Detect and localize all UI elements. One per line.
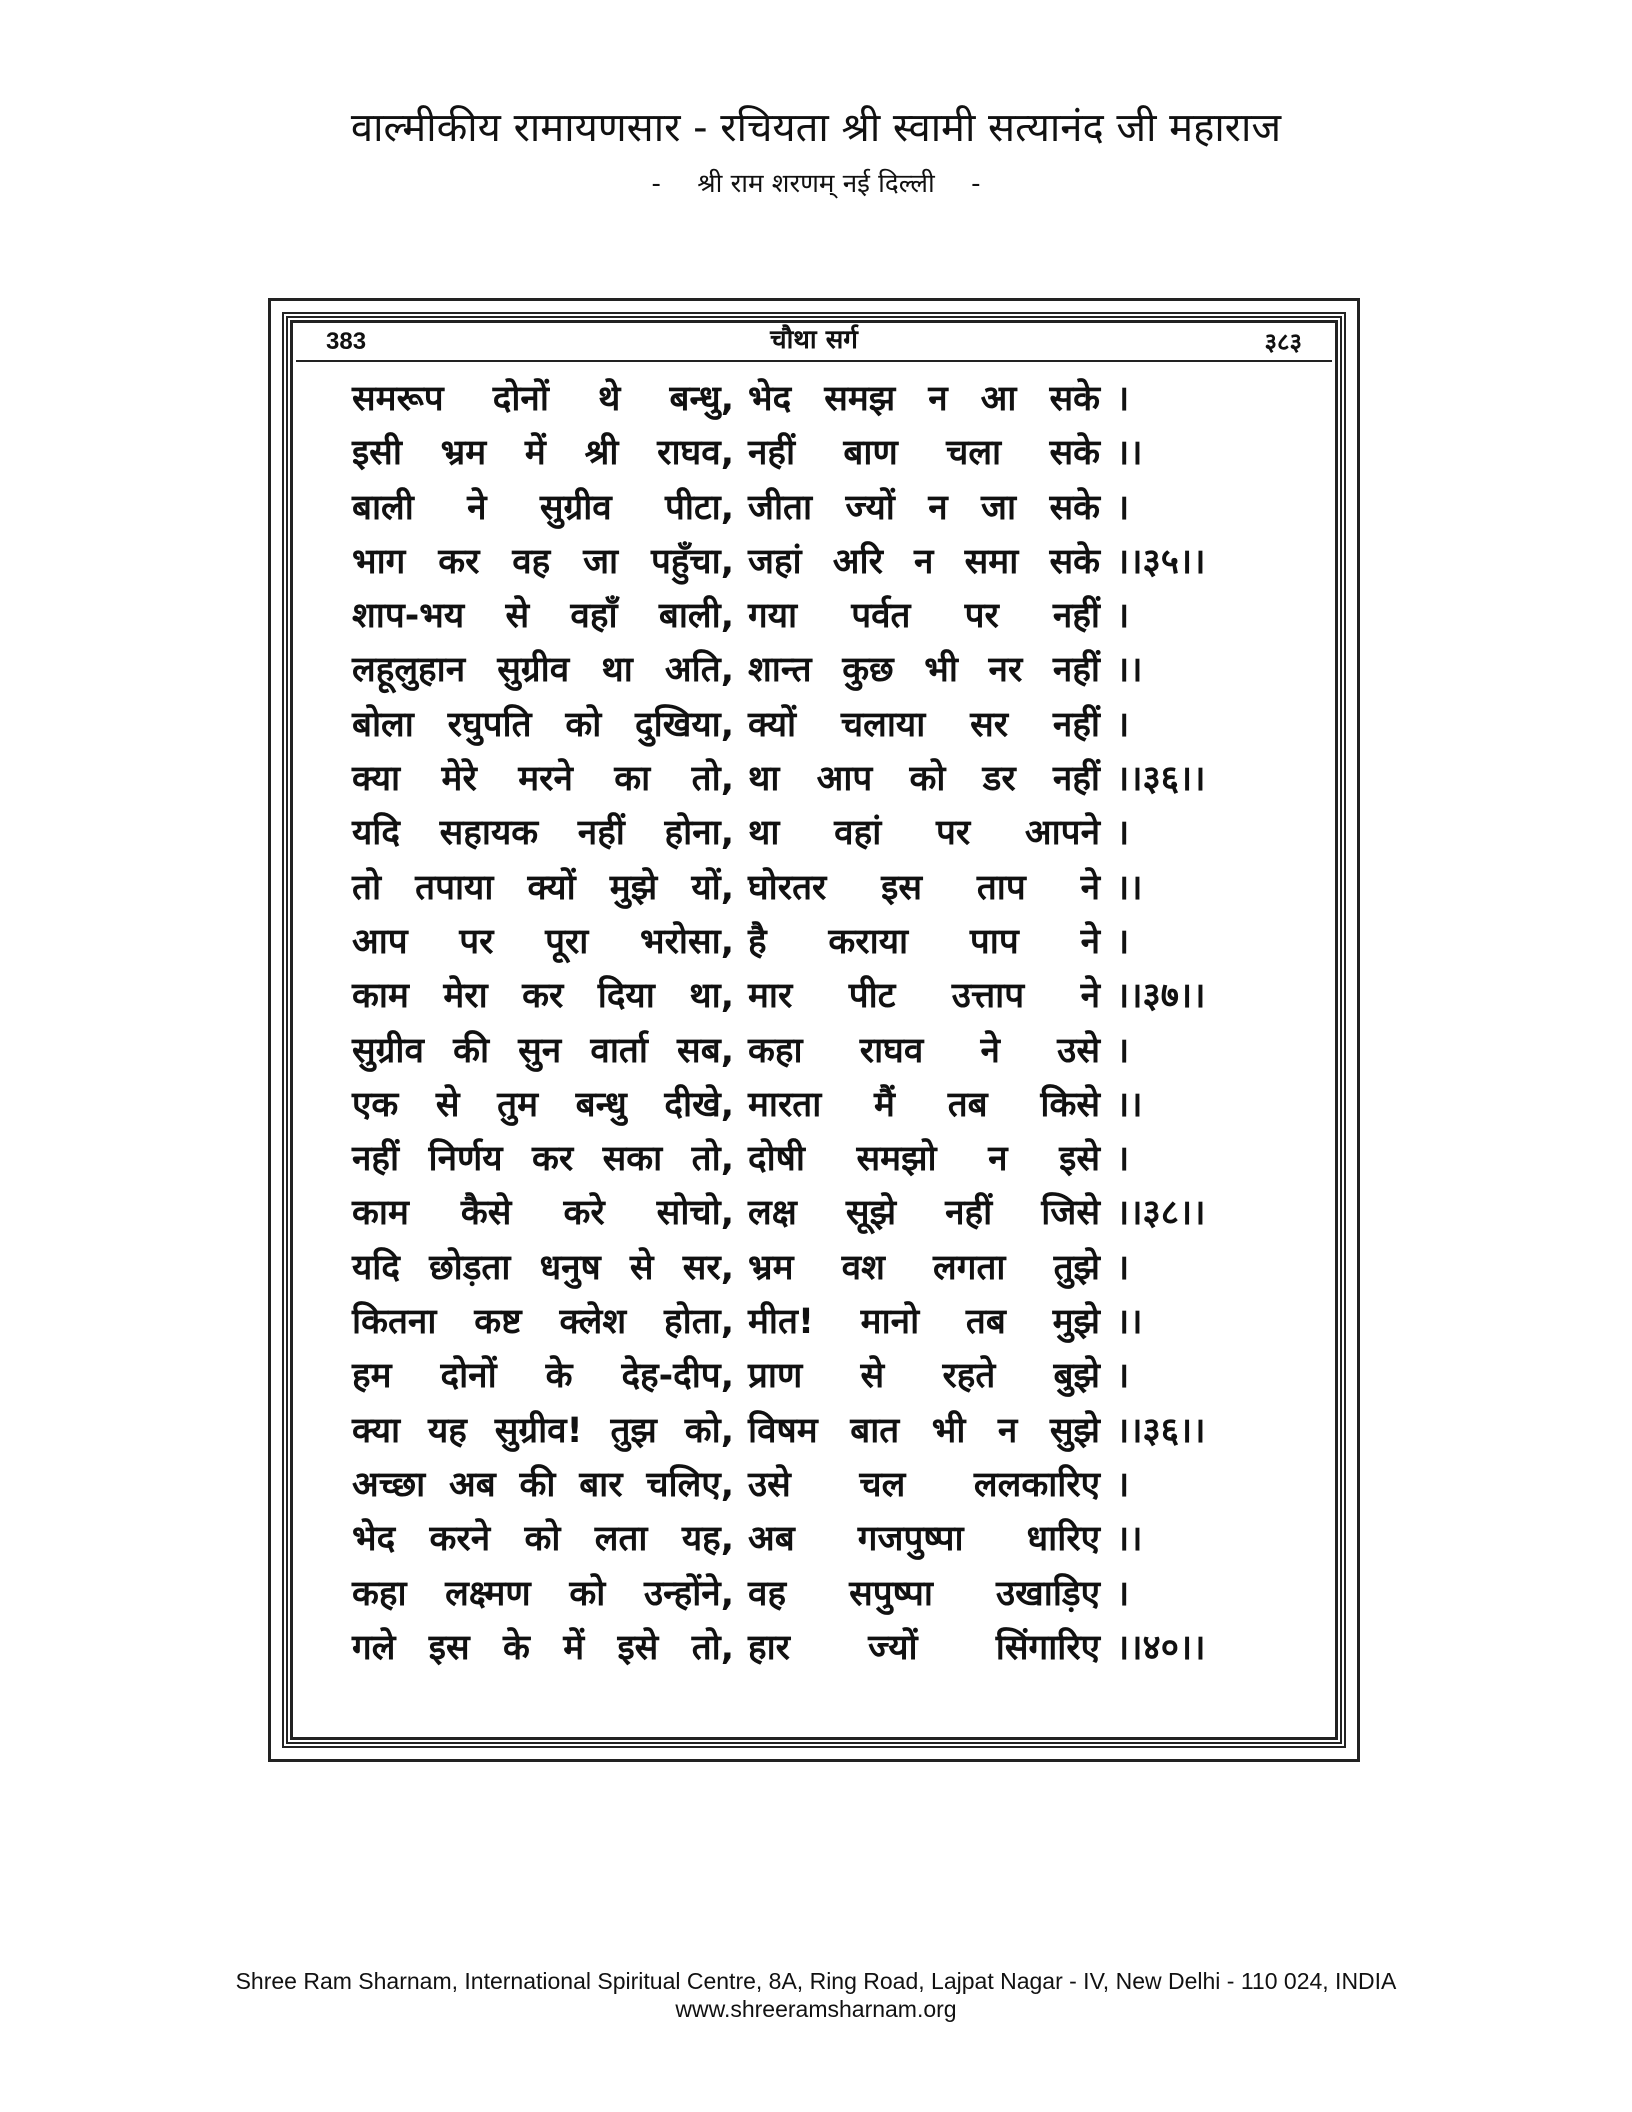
verse-second-half: है कराया पाप ने: [748, 921, 1100, 962]
verse-line: [296, 1349, 1332, 1403]
verse-mark: ।।३६।।: [1116, 1410, 1206, 1451]
verse-line: [296, 1186, 1332, 1240]
verse-first-half: नहीं निर्णय कर सका तो,: [352, 1139, 734, 1180]
verse-mark: ।।३६।।: [1116, 759, 1206, 800]
verse-mark: ।।३८।।: [1116, 1193, 1206, 1234]
verse-mark: ।: [1116, 1573, 1130, 1614]
verse-first-half: क्या मेरे मरने का तो,: [352, 759, 734, 800]
verse-first-half: क्या यह सुग्रीव! तुझ को,: [352, 1410, 734, 1451]
verse-second-half: घोरतर इस ताप ने: [748, 867, 1100, 908]
verse-first-half: आप पर पूरा भरोसा,: [352, 921, 734, 962]
verse-first-half: लहूलुहान सुग्रीव था अति,: [352, 650, 734, 691]
verse-mark: ।।: [1116, 1302, 1143, 1343]
verse-first-half: एक से तुम बन्धु दीखे,: [352, 1084, 734, 1125]
verse-second-half: मार पीट उत्ताप ने: [748, 976, 1100, 1017]
verse-second-half: जीता ज्यों न जा सके: [748, 487, 1100, 528]
subtitle-dash-left: -: [651, 169, 661, 199]
verse-mark: ।।३५।।: [1116, 541, 1206, 582]
verse-mark: ।: [1116, 1464, 1130, 1505]
verse-second-half: हार ज्यों सिंगारिए: [748, 1627, 1100, 1668]
verse-second-half: भेद समझ न आ सके: [748, 379, 1100, 419]
verse-second-half: दोषी समझो न इसे: [748, 1139, 1100, 1180]
verse-line: [296, 1295, 1332, 1349]
verse-first-half: तो तपाया क्यों मुझे यों,: [352, 867, 734, 908]
verse-line: [296, 915, 1332, 969]
verse-first-half: कितना कष्ट क्लेश होता,: [352, 1302, 734, 1343]
chapter-title: चौथा सर्ग: [770, 325, 858, 355]
verse-second-half: नहीं बाण चला सके: [748, 433, 1100, 474]
verse-line: [296, 1404, 1332, 1458]
verse-second-half: जहां अरि न समा सके: [748, 541, 1100, 582]
verse-second-half: कहा राघव ने उसे: [748, 1030, 1100, 1071]
verse-line: [296, 481, 1332, 535]
verse-line: [296, 806, 1332, 860]
verse-line: [296, 1132, 1332, 1186]
verse-line: [296, 589, 1332, 643]
page-subtitle: [0, 166, 1632, 202]
verse-line: [296, 969, 1332, 1023]
verse-second-half: गया पर्वत पर नहीं: [748, 596, 1100, 637]
verse-mark: ।: [1116, 704, 1130, 745]
verse-first-half: काम कैसे करे सोचो,: [352, 1193, 734, 1234]
verse-mark: ।।: [1116, 867, 1143, 908]
verse-line: [296, 752, 1332, 806]
verse-mark: ।: [1116, 813, 1130, 854]
verse-first-half: यदि सहायक नहीं होना,: [352, 813, 734, 854]
verse-mark: ।: [1116, 1247, 1130, 1288]
verse-first-half: बाली ने सुग्रीव पीटा,: [352, 487, 734, 528]
verse-second-half: प्राण से रहते बुझे: [748, 1356, 1100, 1397]
verse-line: [296, 1567, 1332, 1621]
verse-line: [296, 1241, 1332, 1295]
footer-website: www.shreeramsharnam.org: [675, 1996, 957, 2022]
verse-second-half: था आप को डर नहीं: [748, 759, 1100, 800]
verse-second-half: भ्रम वश लगता तुझे: [748, 1247, 1100, 1288]
verse-mark: ।।३७।।: [1116, 976, 1206, 1017]
verse-second-half: उसे चल ललकारिए: [748, 1464, 1100, 1505]
verse-line: [296, 1512, 1332, 1566]
page-title: वाल्मीकीय रामायणसार - रचियता श्री स्वामी सत्यानंद जी महाराज: [350, 105, 1282, 151]
verse-first-half: सुग्रीव की सुन वार्ता सब,: [352, 1030, 734, 1071]
footer-address: Shree Ram Sharnam, International Spiritual Centre, 8A, Ring Road, Lajpat Nagar - IV, New Delhi - 110 024, INDIA: [235, 1968, 1397, 1994]
verse-mark: ।।४०।।: [1116, 1627, 1206, 1668]
verse-first-half: समरूप दोनों थे बन्धु,: [352, 379, 734, 419]
verse-line: [296, 643, 1332, 697]
verse-line: [296, 1078, 1332, 1132]
verse-line: [296, 1458, 1332, 1512]
verse-mark: ।।: [1116, 650, 1143, 691]
verse-first-half: कहा लक्ष्मण को उन्होंने,: [352, 1573, 734, 1614]
verse-first-half: शाप-भय से वहाँ बाली,: [352, 596, 734, 637]
verse-line: [296, 535, 1332, 589]
verse-second-half: वह सपुष्पा उखाड़िए: [748, 1573, 1100, 1614]
verse-first-half: हम दोनों के देह-दीप,: [352, 1356, 734, 1397]
verse-line: [296, 861, 1332, 915]
verse-mark: ।: [1116, 596, 1130, 637]
verse-mark: ।: [1116, 921, 1130, 962]
page-number-arabic: 383: [326, 328, 367, 355]
verse-first-half: काम मेरा कर दिया था,: [352, 976, 734, 1017]
verse-first-half: अच्छा अब की बार चलिए,: [352, 1464, 734, 1505]
verse-mark: ।: [1116, 487, 1130, 528]
verse-mark: ।: [1116, 1356, 1130, 1397]
verse-line: [296, 698, 1332, 752]
verse-second-half: क्यों चलाया सर नहीं: [748, 704, 1100, 745]
verse-first-half: भाग कर वह जा पहुँचा,: [352, 541, 734, 582]
verse-first-half: भेद करने को लता यह,: [352, 1519, 734, 1560]
subtitle-text: श्री राम शरणम् नई दिल्ली: [697, 169, 935, 199]
verse-mark: ।: [1116, 379, 1130, 419]
verse-line: [296, 372, 1332, 426]
verse-mark: ।: [1116, 1139, 1130, 1180]
verse-list: [296, 372, 1332, 1675]
verse-first-half: यदि छोड़ता धनुष से सर,: [352, 1247, 734, 1288]
verse-mark: ।।: [1116, 433, 1143, 474]
verse-mark: ।।: [1116, 1519, 1143, 1560]
verse-mark: ।: [1116, 1030, 1130, 1071]
verse-first-half: गले इस के में इसे तो,: [352, 1627, 734, 1668]
chapter-header: [296, 318, 1332, 362]
verse-second-half: मीत! मानो तब मुझे: [748, 1302, 1100, 1343]
page-number-devanagari: ३८३: [1264, 328, 1302, 356]
subtitle-dash-right: -: [971, 169, 981, 199]
header-divider: [296, 360, 1332, 362]
verse-second-half: विषम बात भी न सुझे: [748, 1410, 1100, 1451]
verse-line: [296, 1024, 1332, 1078]
verse-second-half: अब गजपुष्पा धारिए: [748, 1519, 1100, 1560]
verse-line: [296, 1621, 1332, 1675]
verse-second-half: मारता मैं तब किसे: [748, 1084, 1100, 1125]
verse-second-half: था वहां पर आपने: [748, 813, 1100, 854]
verse-line: [296, 426, 1332, 480]
verse-second-half: शान्त कुछ भी नर नहीं: [748, 650, 1100, 691]
verse-second-half: लक्ष सूझे नहीं जिसे: [748, 1193, 1100, 1234]
verse-mark: ।।: [1116, 1084, 1143, 1125]
verse-first-half: इसी भ्रम में श्री राघव,: [352, 433, 734, 474]
verse-first-half: बोला रघुपति को दुखिया,: [352, 704, 734, 745]
